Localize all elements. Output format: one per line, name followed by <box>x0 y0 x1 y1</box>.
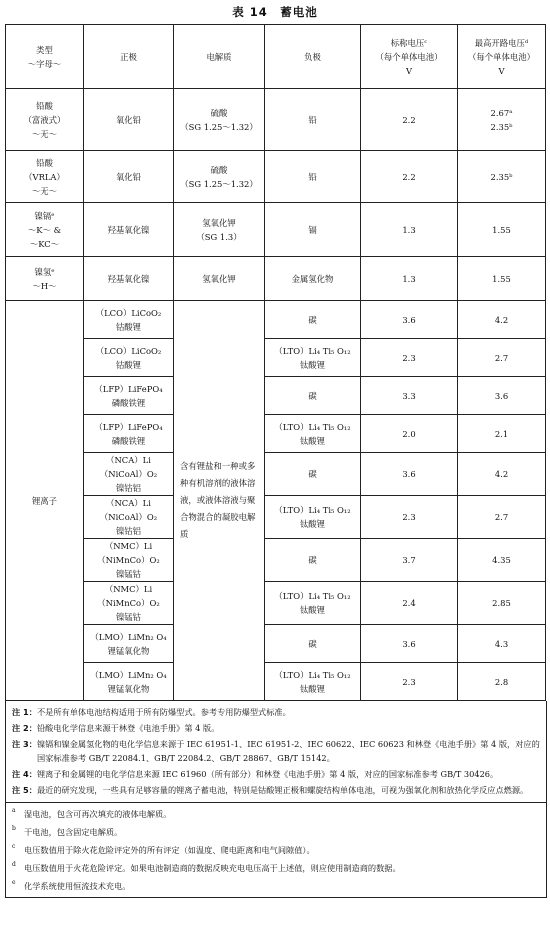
cell-nominal: 3.6 <box>361 453 458 496</box>
positive-line: 磷酸铁锂 <box>111 397 146 408</box>
cell-electrolyte: 含有锂盐和一种或多种有机溶剂的液体溶液，或液体溶液与聚合物混合的凝胶电解质 <box>174 301 265 701</box>
type-line: 镍氢ᵉ <box>34 266 55 277</box>
cell-positive: 氧化铅 <box>84 151 174 203</box>
negative-line: （LTO）Li₄ Ti₅ O₁₂ <box>274 345 351 356</box>
table-caption: 表 14 蓄电池 <box>232 5 318 19</box>
cell-nominal: 2.3 <box>361 496 458 539</box>
type-line: （VRLA） <box>24 171 65 182</box>
positive-line: （LCO）LiCoO₂ <box>95 345 162 356</box>
header-positive: 正极 <box>84 25 174 89</box>
type-line: 铅酸 <box>36 157 53 168</box>
type-line: ～K～ & <box>27 224 62 235</box>
cell-max: 2.8 <box>458 663 546 701</box>
negative-line: 钛酸锂 <box>299 605 326 615</box>
type-line: ～KC～ <box>29 238 60 249</box>
header-nominal-voltage: 标称电压ᶜ （每个单体电池） V <box>361 25 458 89</box>
footnote-text: 电压数值用于除火花危险评定外的所有评定（如温度、爬电距离和电气间隙值）。 <box>24 845 315 855</box>
cell-nominal: 2.2 <box>361 151 458 203</box>
positive-line: （LCO）LiCoO₂ <box>95 307 162 318</box>
cell-nominal: 3.7 <box>361 539 458 582</box>
cell-max: 4.2 <box>458 301 546 339</box>
cell-max: 2.7 <box>458 339 546 377</box>
positive-line: （LFP）LiFePO₄ <box>94 421 163 432</box>
cell-max: 4.35 <box>458 539 546 582</box>
max-line: 2.35ᵇ <box>490 171 513 182</box>
cell-nominal: 2.4 <box>361 582 458 625</box>
cell-negative <box>265 453 361 496</box>
table-row <box>6 151 546 203</box>
positive-line: 镍锰钴 <box>115 569 142 579</box>
footnote-item <box>12 861 540 875</box>
footnote-mark: a <box>12 807 16 814</box>
negative-line: 碳 <box>308 638 317 649</box>
positive-line: （LMO）LiMn₂ O₄ <box>90 669 167 680</box>
positive-line: 镍钴铝 <box>115 483 142 493</box>
cell-electrolyte <box>174 257 265 301</box>
cell-positive <box>84 377 174 415</box>
table-row <box>6 663 546 701</box>
positive-line: 镍锰钴 <box>115 612 142 622</box>
cell-positive <box>84 539 174 582</box>
negative-line: 碳 <box>308 390 317 401</box>
max-line: 2.35ᵇ <box>490 121 513 132</box>
note-text: 铅酸电化学信息来源于林登《电池手册》第 4 版。 <box>36 723 220 733</box>
cell-nominal: 3.6 <box>361 625 458 663</box>
cell-max <box>458 89 546 151</box>
cell-type <box>6 151 84 203</box>
positive-line: （NCA）Li（NiCoAl）O₂ <box>99 455 158 479</box>
cell-negative <box>265 301 361 339</box>
note-text: 镍镉和镍金属氢化物的电化学信息来源于 IEC 61951-1、IEC 61951-2、IEC 60622、IEC 60623 和林登《电池手册》第 4 版，对应的国家标准参考 GB/T 22084.1、GB/T 22084.2、GB/T 28867、GB/T 15142。 <box>36 739 540 763</box>
notes-section <box>6 701 546 803</box>
positive-line: 钴酸锂 <box>115 321 142 332</box>
note-item <box>12 783 540 797</box>
cell-nominal: 2.3 <box>361 663 458 701</box>
note-item <box>12 767 540 781</box>
cell-max <box>458 203 546 257</box>
cell-nominal: 1.3 <box>361 257 458 301</box>
negative-line: 钛酸锂 <box>299 519 326 529</box>
note-label: 注 1： <box>12 707 37 717</box>
cell-positive <box>84 625 174 663</box>
header-row <box>6 25 546 89</box>
note-item <box>12 721 540 735</box>
electrolyte-line: 硫酸 <box>210 164 228 175</box>
cell-positive: 羟基氧化镍 <box>84 203 174 257</box>
cell-negative <box>265 496 361 539</box>
header-max-voltage: 最高开路电压ᵈ （每个单体电池） V <box>458 25 546 89</box>
cell-negative <box>265 625 361 663</box>
cell-positive <box>84 339 174 377</box>
cell-negative <box>265 377 361 415</box>
negative-line: 碳 <box>308 314 317 325</box>
cell-positive <box>84 453 174 496</box>
cell-max: 2.1 <box>458 415 546 453</box>
cell-nominal: 3.6 <box>361 301 458 339</box>
footnotes-section <box>6 803 546 893</box>
cell-max: 2.7 <box>458 496 546 539</box>
cell-positive <box>84 582 174 625</box>
cell-electrolyte <box>174 151 265 203</box>
positive-line: 钴酸锂 <box>115 359 142 370</box>
cell-negative <box>265 663 361 701</box>
positive-line: 锂锰氧化物 <box>107 645 150 656</box>
footnote-item <box>12 807 540 821</box>
type-line: ～H～ <box>32 280 57 291</box>
footnote-text: 化学系统使用恒流技术充电。 <box>24 881 131 891</box>
table-row <box>6 301 546 339</box>
negative-line: 碳 <box>308 555 317 565</box>
note-label: 注 2： <box>12 723 37 733</box>
table-row <box>6 625 546 663</box>
negative-line: 钛酸锂 <box>299 359 326 370</box>
note-label: 注 5： <box>12 785 37 795</box>
cell-positive <box>84 301 174 339</box>
header-electrolyte: 电解质 <box>174 25 265 89</box>
table-row <box>6 453 546 496</box>
header-negative: 负极 <box>265 25 361 89</box>
cell-positive <box>84 663 174 701</box>
type-line: （富液式） <box>23 114 66 125</box>
positive-line: 锂锰氧化物 <box>107 683 150 694</box>
positive-line: （LFP）LiFePO₄ <box>94 383 163 394</box>
positive-line: 镍钴铝 <box>115 526 142 536</box>
positive-line: （NMC）Li（NiMnCo）O₂ <box>97 584 160 608</box>
type-line: ～无～ <box>31 185 58 196</box>
positive-line: （LMO）LiMn₂ O₄ <box>90 631 167 642</box>
cell-max <box>458 151 546 203</box>
note-text: 最近的研究发现，一些具有足够容量的锂离子蓄电池，特别是钴酸锂正极和螺旋结构单体电池，可视为强氧化剂和放热化学反应点燃源。 <box>36 785 529 795</box>
electrolyte-line: （SG 1.25～1.32） <box>180 178 258 189</box>
table-row <box>6 89 546 151</box>
cell-negative: 金属氢化物 <box>265 257 361 301</box>
footnote-mark: b <box>12 825 16 832</box>
negative-line: （LTO）Li₄ Ti₅ O₁₂ <box>274 421 351 432</box>
electrolyte-line: （SG 1.25～1.32） <box>180 121 258 132</box>
footnote-text: 湿电池，包含可再次填充的液体电解质。 <box>24 809 172 819</box>
cell-negative <box>265 582 361 625</box>
table-row <box>6 539 546 582</box>
footnote-item <box>12 825 540 839</box>
cell-negative: 铅 <box>265 89 361 151</box>
negative-line: （LTO）Li₄ Ti₅ O₁₂ <box>274 591 351 601</box>
cell-negative <box>265 539 361 582</box>
cell-nominal: 2.2 <box>361 89 458 151</box>
cell-nominal: 2.3 <box>361 339 458 377</box>
cell-max: 3.6 <box>458 377 546 415</box>
note-item <box>12 705 540 719</box>
note-text: 不是所有单体电池结构适用于所有防爆型式。参考专用防爆型式标准。 <box>36 707 291 717</box>
table-row <box>6 257 546 301</box>
footnote-text: 电压数值用于火花危险评定。如果电池制造商的数据反映充电电压高于上述值，则应使用制造商的数据。 <box>24 863 401 873</box>
footnote-mark: d <box>12 861 16 868</box>
cell-electrolyte <box>174 89 265 151</box>
footnote-item <box>12 843 540 857</box>
cell-type <box>6 89 84 151</box>
table-row <box>6 496 546 539</box>
cell-max: 2.85 <box>458 582 546 625</box>
footnote-mark: e <box>12 879 16 886</box>
max-line: 1.55 <box>492 273 511 284</box>
table-row <box>6 203 546 257</box>
negative-line: 钛酸锂 <box>299 683 326 694</box>
cell-nominal: 3.3 <box>361 377 458 415</box>
note-label: 注 4： <box>12 769 37 779</box>
max-line: 2.67ᵃ <box>490 107 513 118</box>
negative-line: 钛酸锂 <box>299 435 326 446</box>
notes-box <box>5 701 547 898</box>
cell-negative: 铅 <box>265 151 361 203</box>
cell-negative <box>265 415 361 453</box>
footnote-text: 干电池，包含固定电解质。 <box>24 827 123 837</box>
type-line: 铅酸 <box>36 100 53 111</box>
negative-line: （LTO）Li₄ Ti₅ O₁₂ <box>274 505 351 515</box>
cell-negative: 镉 <box>265 203 361 257</box>
footnote-mark: c <box>12 843 16 850</box>
max-line: 1.55 <box>492 224 511 235</box>
cell-max: 4.3 <box>458 625 546 663</box>
note-item <box>12 737 540 765</box>
cell-positive <box>84 415 174 453</box>
cell-positive: 氧化铅 <box>84 89 174 151</box>
positive-line: 磷酸铁锂 <box>111 435 146 446</box>
cell-nominal: 1.3 <box>361 203 458 257</box>
type-line: ～无～ <box>31 128 58 139</box>
table-row <box>6 377 546 415</box>
cell-type <box>6 257 84 301</box>
cell-type <box>6 203 84 257</box>
electrolyte-line: 氢氧化钾 <box>202 217 236 228</box>
cell-max <box>458 257 546 301</box>
type-line: 镍镉ᵉ <box>34 210 55 221</box>
note-text: 锂离子和金属锂的电化学信息来源 IEC 61960（所有部分）和林登《电池手册》第 4 版，对应的国家标准参考 GB/T 30426。 <box>36 769 499 779</box>
cell-negative <box>265 339 361 377</box>
cell-positive: 羟基氧化镍 <box>84 257 174 301</box>
positive-line: （NMC）Li（NiMnCo）O₂ <box>97 541 160 565</box>
note-label: 注 3： <box>12 739 37 749</box>
cell-max: 4.2 <box>458 453 546 496</box>
cell-positive <box>84 496 174 539</box>
cell-electrolyte <box>174 203 265 257</box>
electrolyte-line: 氢氧化钾 <box>202 273 236 284</box>
battery-table <box>5 24 546 701</box>
table-row <box>6 339 546 377</box>
electrolyte-line: 硫酸 <box>210 107 228 118</box>
electrolyte-line: （SG 1.3） <box>196 231 242 242</box>
table-row <box>6 582 546 625</box>
footnote-item <box>12 879 540 893</box>
negative-line: 碳 <box>308 469 317 479</box>
negative-line: （LTO）Li₄ Ti₅ O₁₂ <box>274 669 351 680</box>
cell-type: 锂离子 <box>6 301 84 701</box>
table-row <box>6 415 546 453</box>
positive-line: （NCA）Li（NiCoAl）O₂ <box>99 498 158 522</box>
cell-nominal: 2.0 <box>361 415 458 453</box>
header-type: 类型 ～字母～ <box>6 25 84 89</box>
